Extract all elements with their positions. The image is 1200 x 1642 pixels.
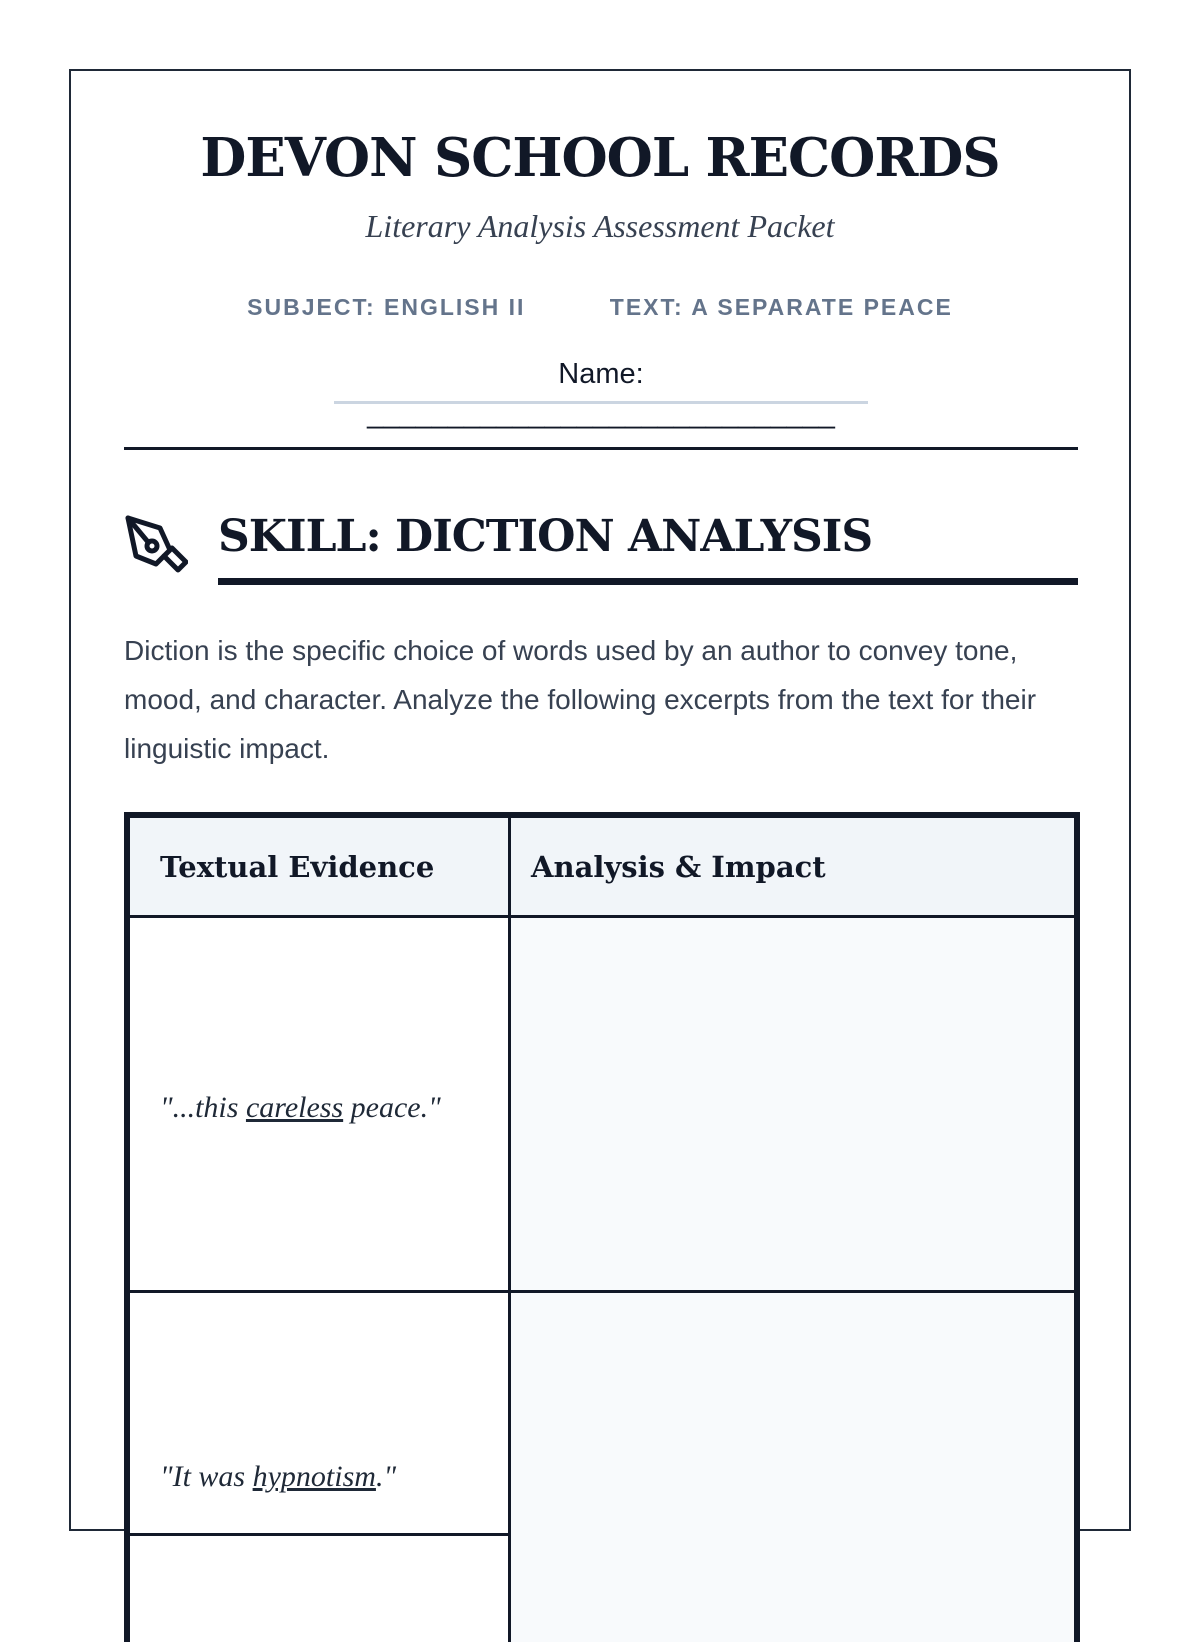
header-analysis-impact: Analysis & Impact	[531, 850, 826, 884]
subject-label: SUBJECT: ENGLISH II	[247, 294, 526, 320]
meta-row	[0, 292, 1200, 322]
page-subtitle: Literary Analysis Assessment Packet	[365, 208, 835, 244]
name-field[interactable]: Name: _____________________________	[334, 354, 868, 404]
analysis-table	[124, 812, 1080, 1642]
analysis-response-cell[interactable]	[511, 918, 1074, 1290]
text-label: TEXT: A SEPARATE PEACE	[609, 294, 953, 320]
skill-intro: Diction is the specific choice of words used by an author to convey tone, mood, and character. Analyze the following excerpts from the text for their linguistic impact.	[124, 635, 1037, 764]
table-row	[130, 918, 1074, 1290]
evidence-cell	[130, 1293, 508, 1642]
header-divider	[124, 447, 1078, 450]
evidence-quote: "...this careless peace."	[160, 1091, 441, 1124]
header-textual-evidence: Textual Evidence	[160, 850, 435, 884]
table-header	[130, 818, 1074, 918]
table-row	[130, 1293, 1074, 1642]
evidence-cell	[130, 918, 508, 1290]
analysis-response-cell[interactable]	[511, 1293, 1074, 1642]
pen-nib-icon	[124, 512, 188, 576]
column-divider	[508, 818, 511, 1642]
page-title: DEVON SCHOOL RECORDS	[200, 127, 1000, 189]
skill-heading: SKILL: DICTION ANALYSIS	[218, 505, 1078, 585]
row-divider	[130, 1533, 508, 1536]
evidence-quote: "It was hypnotism."	[160, 1460, 397, 1493]
